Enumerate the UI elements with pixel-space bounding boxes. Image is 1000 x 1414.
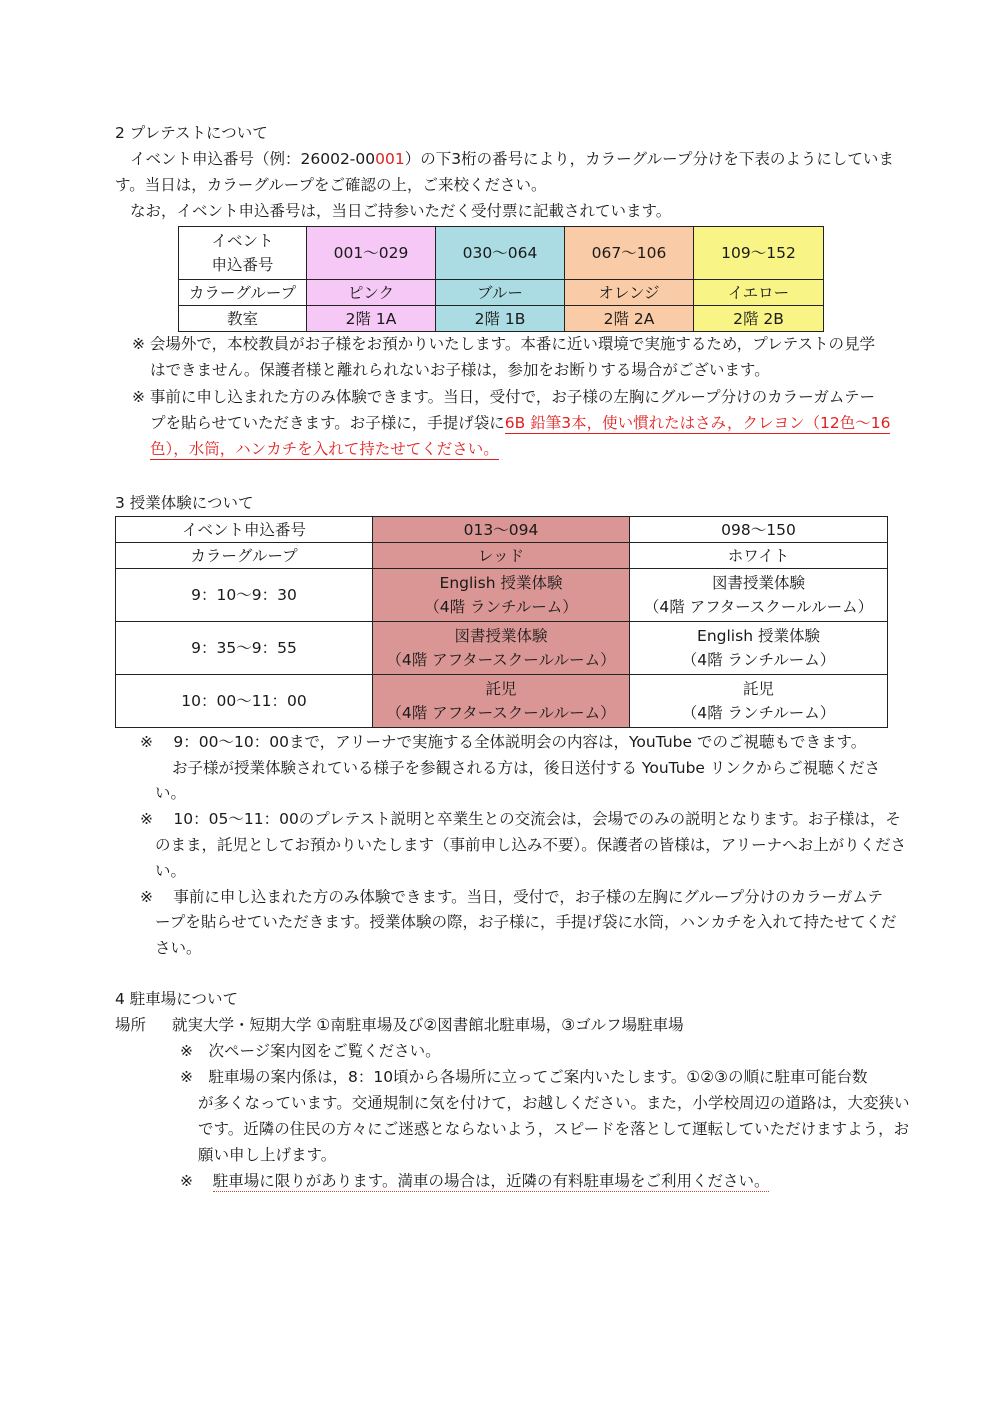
table-row bbox=[179, 280, 824, 306]
table-row bbox=[116, 543, 888, 569]
session-cell-red: 託児 （4階 アフタースクールルーム） bbox=[373, 675, 630, 728]
session-cell-red: English 授業体験 （4階 ランチルーム） bbox=[373, 569, 630, 622]
pretest-note2-line3: 色），水筒，ハンカチを入れて持たせてください。 bbox=[150, 440, 499, 458]
parking-note2-line3: です。近隣の住民の方々にご迷惑とならないよう，スピードを落として運転していただけますよう，お bbox=[198, 1120, 910, 1138]
room-cell-orange: 2階 2A bbox=[565, 306, 694, 332]
session-cell-red: 図書授業体験 （4階 アフタースクールルーム） bbox=[373, 622, 630, 675]
pretest-color-table bbox=[178, 226, 824, 332]
color-cell-red: レッド bbox=[373, 543, 630, 569]
header-cell-color-group: カラーグループ bbox=[179, 280, 307, 306]
table-row bbox=[116, 569, 888, 622]
parking-note2-line1: ※ 駐車場の案内係は，8：10頃から各場所に立ってご案内いたします。①②③の順に駐車可能台数 bbox=[180, 1068, 868, 1086]
table-row bbox=[179, 227, 824, 280]
parking-note1: ※ 次ページ案内図をご覧ください。 bbox=[180, 1042, 441, 1060]
class-note2-line3: い。 bbox=[155, 862, 187, 880]
table-row bbox=[179, 306, 824, 332]
range-cell-pink: 001～029 bbox=[307, 227, 436, 280]
session-cell-white: 託児 （4階 ランチルーム） bbox=[630, 675, 888, 728]
section2-heading: 2 プレテストについて bbox=[115, 124, 268, 142]
class-note3-line1: ※ 事前に申し込まれた方のみ体験できます。当日，受付で，お子様の左胸にグループ分けのカラーガムテ bbox=[140, 888, 884, 906]
range-cell-yellow: 109～152 bbox=[694, 227, 824, 280]
range-cell-orange: 067～106 bbox=[565, 227, 694, 280]
section2-paragraph1-line2: す。当日は，カラーグループをご確認の上，ご来校ください。 bbox=[115, 176, 547, 194]
parking-note3: ※ 駐車場に限りがあります。満車の場合は，近隣の有料駐車場をご利用ください。 bbox=[180, 1172, 770, 1190]
room-cell-blue: 2階 1B bbox=[436, 306, 565, 332]
section3-heading: 3 授業体験について bbox=[115, 494, 254, 512]
time-cell: 9：35～9：55 bbox=[116, 622, 373, 675]
place-label: 場所 bbox=[115, 1016, 147, 1034]
color-cell-blue: ブルー bbox=[436, 280, 565, 306]
class-note1-line1: ※ 9：00～10：00まで，アリーナで実施する全体説明会の内容は，YouTube でのご視聴もできます。 bbox=[140, 733, 867, 751]
color-cell-orange: オレンジ bbox=[565, 280, 694, 306]
table-row bbox=[116, 622, 888, 675]
table-row bbox=[116, 675, 888, 728]
range-cell-white: 098～150 bbox=[630, 517, 888, 543]
header-cell-room: 教室 bbox=[179, 306, 307, 332]
class-note1-line2: お子様が授業体験されている様子を参観される方は，後日送付する YouTube リンクからご視聴くださ bbox=[172, 759, 881, 777]
session-cell-white: 図書授業体験 （4階 アフタースクールルーム） bbox=[630, 569, 888, 622]
color-cell-white: ホワイト bbox=[630, 543, 888, 569]
range-cell-red: 013～094 bbox=[373, 517, 630, 543]
header-cell-event-number: イベント 申込番号 bbox=[179, 227, 307, 280]
range-cell-blue: 030～064 bbox=[436, 227, 565, 280]
place-value: 就実大学・短期大学 ①南駐車場及び②図書館北駐車場，③ゴルフ場駐車場 bbox=[172, 1016, 684, 1034]
header-cell-event-number: イベント申込番号 bbox=[116, 517, 373, 543]
color-cell-pink: ピンク bbox=[307, 280, 436, 306]
time-cell: 9：10～9：30 bbox=[116, 569, 373, 622]
class-experience-table bbox=[115, 516, 888, 728]
time-cell: 10：00～11：00 bbox=[116, 675, 373, 728]
section4-heading: 4 駐車場について bbox=[115, 990, 238, 1008]
room-cell-yellow: 2階 2B bbox=[694, 306, 824, 332]
class-note3-line2: ープを貼らせていただきます。授業体験の際，お子様に，手提げ袋に水筒，ハンカチを入れて持たせてくだ bbox=[155, 913, 897, 931]
class-note2-line1: ※ 10：05～11：00のプレテスト説明と卒業生との交流会は，会場でのみの説明となります。お子様は，そ bbox=[140, 810, 901, 828]
color-cell-yellow: イエロー bbox=[694, 280, 824, 306]
parking-note2-line2: が多くなっています。交通規制に気を付けて，お越しください。また，小学校周辺の道路は，大変狭い bbox=[198, 1094, 910, 1112]
header-cell-color-group: カラーグループ bbox=[116, 543, 373, 569]
room-cell-pink: 2階 1A bbox=[307, 306, 436, 332]
parking-note2-line4: 願い申し上げます。 bbox=[198, 1146, 337, 1164]
session-cell-white: English 授業体験 （4階 ランチルーム） bbox=[630, 622, 888, 675]
class-note3-line3: さい。 bbox=[155, 939, 202, 957]
pretest-note2-line2: プを貼らせていただきます。お子様に，手提げ袋に6B 鉛筆3本，使い慣れたはさみ，クレヨン（12色～16 bbox=[150, 414, 891, 432]
table-row bbox=[116, 517, 888, 543]
pretest-note2-line1: ※ 事前に申し込まれた方のみ体験できます。当日，受付で，お子様の左胸にグループ分けのカラーガムテー bbox=[132, 388, 876, 406]
section2-paragraph2: なお，イベント申込番号は，当日ご持参いただく受付票に記載されています。 bbox=[130, 202, 672, 220]
class-note1-line3: い。 bbox=[155, 784, 187, 802]
pretest-note1-line1: ※ 会場外で，本校教員がお子様をお預かりいたします。本番に近い環境で実施するため，プレテストの見学 bbox=[132, 335, 876, 353]
section2-paragraph1-line1: イベント申込番号（例：26002-00001）の下3桁の番号により，カラーグループ分けを下表のようにしていま bbox=[130, 150, 894, 168]
pretest-note1-line2: はできません。保護者様と離れられないお子様は，参加をお断りする場合がございます。 bbox=[150, 361, 770, 379]
class-note2-line2: のまま，託児としてお預かりいたします（事前申し込み不要）。保護者の皆様は，アリーナへお上がりくださ bbox=[155, 836, 907, 854]
